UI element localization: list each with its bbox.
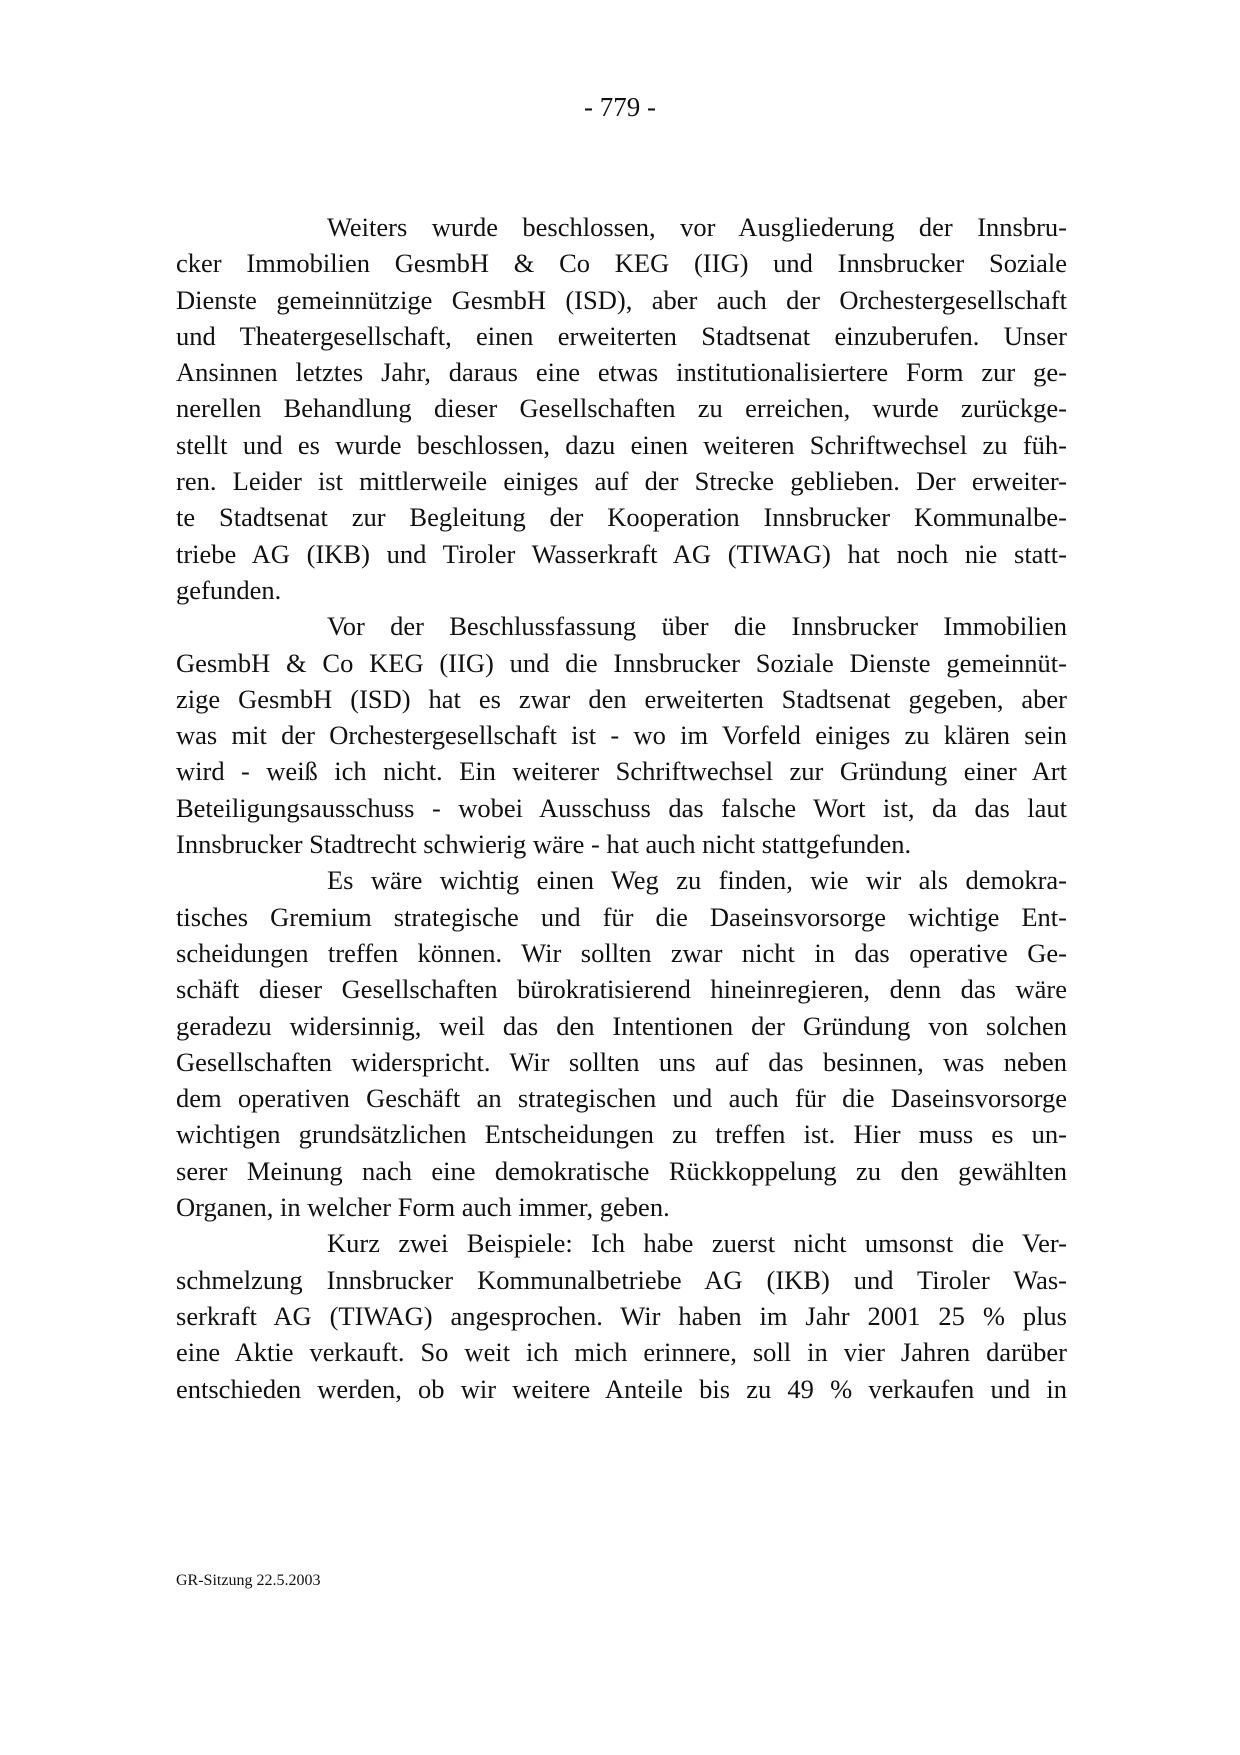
page-number: - 779 -: [584, 92, 656, 122]
text-line: wichtigen grundsätzlichen Entscheidungen zu treffen ist. Hier muss es un-: [176, 1119, 1067, 1150]
footer: GR-Sitzung 22.5.2003: [176, 1572, 321, 1589]
text-line: te Stadtsenat zur Begleitung der Kooperation Innsbrucker Kommunalbe-: [176, 502, 1067, 533]
text-line: Vor der Beschlussfassung über die Innsbrucker Immobilien: [327, 611, 1067, 642]
text-line: tisches Gremium strategische und für die Daseinsvorsorge wichtige Ent-: [176, 901, 1067, 932]
paragraph: [176, 862, 1067, 1225]
text-line: eine Aktie verkauft. So weit ich mich erinnere, soll in vier Jahren darüber: [176, 1337, 1067, 1368]
text-line: serer Meinung nach eine demokratische Rückkoppelung zu den gewählten: [176, 1155, 1067, 1186]
text-line: und Theatergesellschaft, einen erweiterten Stadtsenat einzuberufen. Unser: [176, 320, 1067, 351]
text-line: stellt und es wurde beschlossen, dazu einen weiteren Schriftwechsel zu füh-: [176, 429, 1067, 460]
text-line: scheidungen treffen können. Wir sollten zwar nicht in das operative Ge-: [176, 937, 1067, 968]
paragraph: [176, 608, 1067, 862]
text-line: Gesellschaften widerspricht. Wir sollten uns auf das besinnen, was neben: [176, 1046, 1067, 1077]
text-line: dem operativen Geschäft an strategischen und auch für die Daseinsvorsorge: [176, 1083, 1067, 1114]
body-text: [176, 209, 1067, 1407]
text-line: Ansinnen letztes Jahr, daraus eine etwas institutionalisiertere Form zur ge-: [176, 357, 1067, 388]
text-line: schmelzung Innsbrucker Kommunalbetriebe AG (IKB) und Tiroler Was-: [176, 1264, 1067, 1295]
text-line: Kurz zwei Beispiele: Ich habe zuerst nicht umsonst die Ver-: [327, 1228, 1067, 1259]
text-line: was mit der Orchestergesellschaft ist - wo im Vorfeld einiges zu klären sein: [176, 720, 1067, 751]
text-line: geradezu widersinnig, weil das den Intentionen der Gründung von solchen: [176, 1010, 1067, 1041]
text-line: Beteiligungsausschuss - wobei Ausschuss das falsche Wort ist, da das laut: [176, 792, 1067, 823]
text-line: zige GesmbH (ISD) hat es zwar den erweiterten Stadtsenat gegeben, aber: [176, 683, 1067, 714]
text-line: entschieden werden, ob wir weitere Anteile bis zu 49 % verkaufen und in: [176, 1373, 1067, 1404]
text-line: cker Immobilien GesmbH & Co KEG (IIG) und Innsbrucker Soziale: [176, 248, 1067, 279]
paragraph: [176, 1225, 1067, 1406]
text-line: Dienste gemeinnützige GesmbH (ISD), aber auch der Orchestergesellschaft: [176, 284, 1067, 315]
text-line: Innsbrucker Stadtrecht schwierig wäre - hat auch nicht stattgefunden.: [176, 829, 912, 860]
text-line: gefunden.: [176, 574, 282, 605]
text-line: Es wäre wichtig einen Weg zu finden, wie wir als demokra-: [327, 865, 1067, 896]
text-line: Weiters wurde beschlossen, vor Ausgliederung der Innsbru-: [327, 212, 1067, 242]
paragraph: [176, 209, 1067, 608]
text-line: Organen, in welcher Form auch immer, geben.: [176, 1192, 670, 1223]
text-line: ren. Leider ist mittlerweile einiges auf der Strecke geblieben. Der erweiter-: [176, 466, 1067, 497]
text-line: wird - weiß ich nicht. Ein weiterer Schriftwechsel zur Gründung einer Art: [176, 756, 1067, 787]
text-line: GesmbH & Co KEG (IIG) und die Innsbrucker Soziale Dienste gemeinnüt-: [176, 647, 1067, 678]
text-line: schäft dieser Gesellschaften bürokratisierend hineinregieren, denn das wäre: [176, 974, 1067, 1005]
text-line: nerellen Behandlung dieser Gesellschaften zu erreichen, wurde zurückge-: [176, 393, 1067, 424]
text-line: serkraft AG (TIWAG) angesprochen. Wir haben im Jahr 2001 25 % plus: [176, 1300, 1067, 1331]
text-line: triebe AG (IKB) und Tiroler Wasserkraft AG (TIWAG) hat noch nie statt-: [176, 538, 1067, 569]
